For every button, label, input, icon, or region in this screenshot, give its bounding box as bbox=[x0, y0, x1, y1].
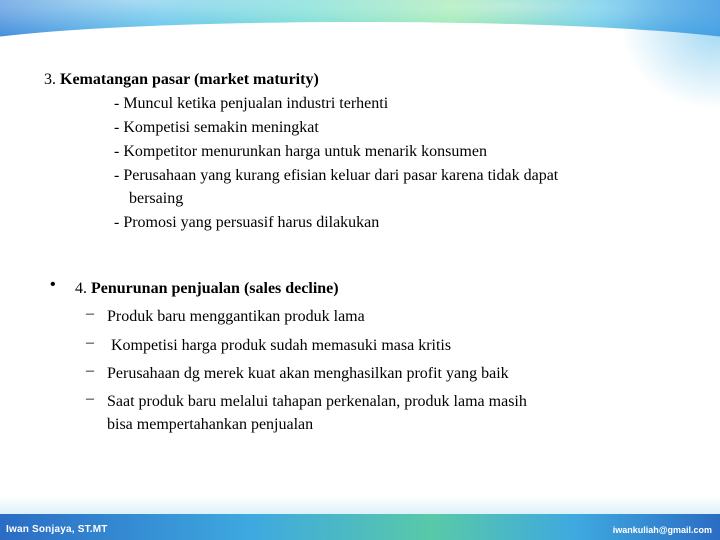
dash-icon: – bbox=[86, 334, 94, 351]
section2-item-continuation: bisa mempertahankan penjualan bbox=[107, 416, 314, 433]
bullet-icon: • bbox=[50, 276, 56, 293]
right-glow bbox=[620, 0, 720, 110]
section2-heading-title: Penurunan penjualan (sales decline) bbox=[91, 280, 339, 297]
footer-email: iwankuliah@gmail.com bbox=[612, 525, 712, 535]
section1-item-continuation: bersaing bbox=[129, 190, 184, 207]
section1-item: - Muncul ketika penjualan industri terhenti bbox=[114, 95, 389, 112]
section1-heading bbox=[44, 68, 319, 91]
footer-glow bbox=[0, 496, 720, 514]
section2-heading-number: 4. bbox=[75, 280, 87, 297]
dash-icon: – bbox=[86, 390, 94, 407]
footer-author: Iwan Sonjaya, ST.MT bbox=[6, 524, 108, 535]
section2-item: Kompetisi harga produk sudah memasuki masa kritis bbox=[107, 337, 452, 354]
dash-icon: – bbox=[86, 362, 94, 379]
section2-item: Produk baru menggantikan produk lama bbox=[107, 308, 365, 325]
section2-item: Saat produk baru melalui tahapan perkenalan, produk lama masih bbox=[107, 393, 527, 410]
section2-item: Perusahaan dg merek kuat akan menghasilkan profit yang baik bbox=[107, 365, 509, 382]
dash-icon: – bbox=[86, 305, 94, 322]
section1-item: - Promosi yang persuasif harus dilakukan bbox=[114, 214, 380, 231]
section1-item: - Kompetitor menurunkan harga untuk menarik konsumen bbox=[114, 143, 487, 160]
section2-heading bbox=[75, 277, 339, 300]
section1-heading-title: Kematangan pasar (market maturity) bbox=[60, 71, 319, 88]
footer-bar bbox=[0, 514, 720, 540]
section1-item: - Perusahaan yang kurang efisian keluar dari pasar karena tidak dapat bbox=[114, 167, 559, 184]
section1-heading-number: 3. bbox=[44, 71, 56, 88]
section1-item: - Kompetisi semakin meningkat bbox=[114, 119, 319, 136]
